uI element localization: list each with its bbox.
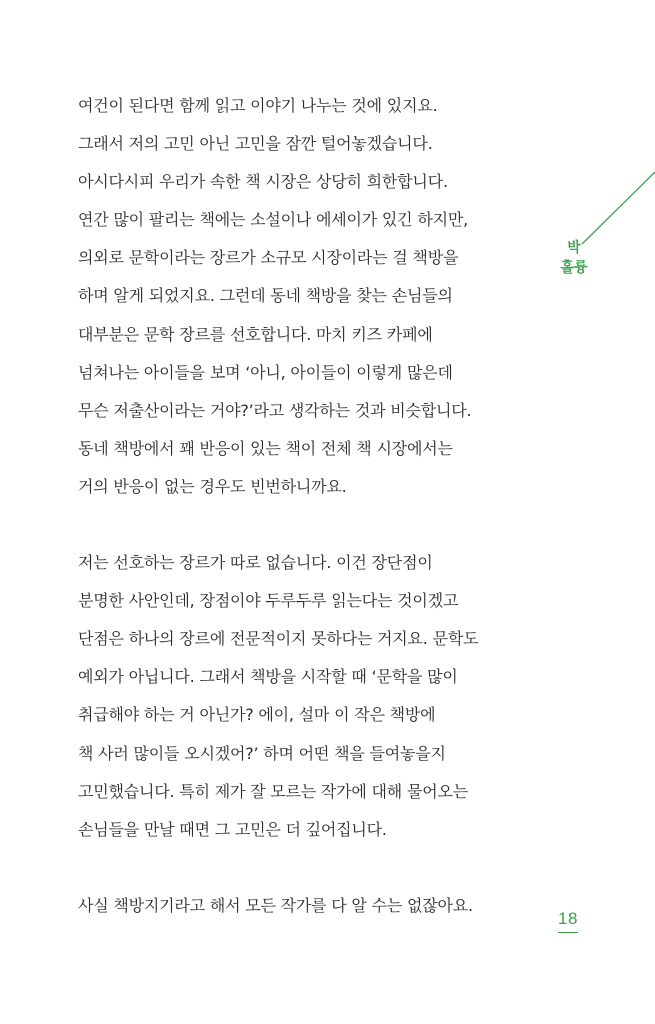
text-line: 여건이 된다면 함께 읽고 이야기 나누는 것에 있지요. [78, 96, 438, 115]
text-line: 고민했습니다. 특히 제가 잘 모르는 작가에 대해 물어오는 [78, 781, 468, 801]
text-line: 동네 책방에서 꽤 반응이 있는 책이 전체 책 시장에서는 [78, 438, 453, 458]
text-line: 대부분은 문학 장르를 선호합니다. 마치 키즈 카페에 [78, 324, 433, 344]
author-name [559, 238, 589, 278]
text-line: 무슨 저출산이라는 거야?’라고 생각하는 것과 비슷합니다. [78, 400, 472, 420]
text-line: 저는 선호하는 장르가 따로 없습니다. 이건 장단점이 [78, 553, 433, 573]
page-number: 18 [558, 908, 578, 933]
author-name-line-2: 홀륭 [560, 260, 588, 276]
text-line: 예외가 아닙니다. 그래서 책방을 시작할 때 ‘문학을 많이 [78, 667, 458, 687]
text-line: 넘쳐나는 아이들을 보며 ‘아니, 아이들이 이렇게 많은데 [78, 362, 453, 382]
text-line: 사실 책방지기라고 해서 모든 작가를 다 알 수는 없잖아요. [78, 895, 473, 915]
text-line: 분명한 사안인데, 장점이야 두루두루 읽는다는 것이겠고 [78, 591, 459, 611]
text-line: 의외로 문학이라는 장르가 소규모 시장이라는 걸 책방을 [78, 248, 459, 268]
author-pointer-line [582, 172, 655, 244]
text-line: 하며 알게 되었지요. 그런데 동네 책방을 찾는 손님들의 [78, 286, 453, 306]
text-line: 책 사러 많이들 오시겠어?’ 하며 어떤 책을 들여놓을지 [78, 743, 446, 763]
text-line: 취급해야 하는 거 아닌가? 에이, 설마 이 작은 책방에 [78, 705, 436, 725]
paragraph-2 [78, 549, 528, 843]
paragraph-3 [78, 892, 528, 919]
text-line: 아시다시피 우리가 속한 책 시장은 상당히 희한합니다. [78, 172, 448, 192]
body-text [78, 92, 528, 930]
paragraph-gap [78, 511, 528, 549]
paragraph-gap [78, 854, 528, 892]
text-line: 연간 많이 팔리는 책에는 소설이나 에세이가 있긴 하지만, [78, 210, 468, 230]
text-line: 손님들을 만날 때면 그 고민은 더 깊어집니다. [78, 819, 387, 839]
text-line: 거의 반응이 없는 경우도 빈번하니까요. [78, 476, 347, 496]
paragraph-1 [78, 92, 528, 500]
text-line: 단점은 하나의 장르에 전문적이지 못하다는 거지요. 문학도 [78, 629, 479, 649]
author-name-line-1: 박 [567, 240, 581, 256]
text-line: 그래서 저의 고민 아닌 고민을 잠깐 털어놓겠습니다. [78, 134, 433, 154]
